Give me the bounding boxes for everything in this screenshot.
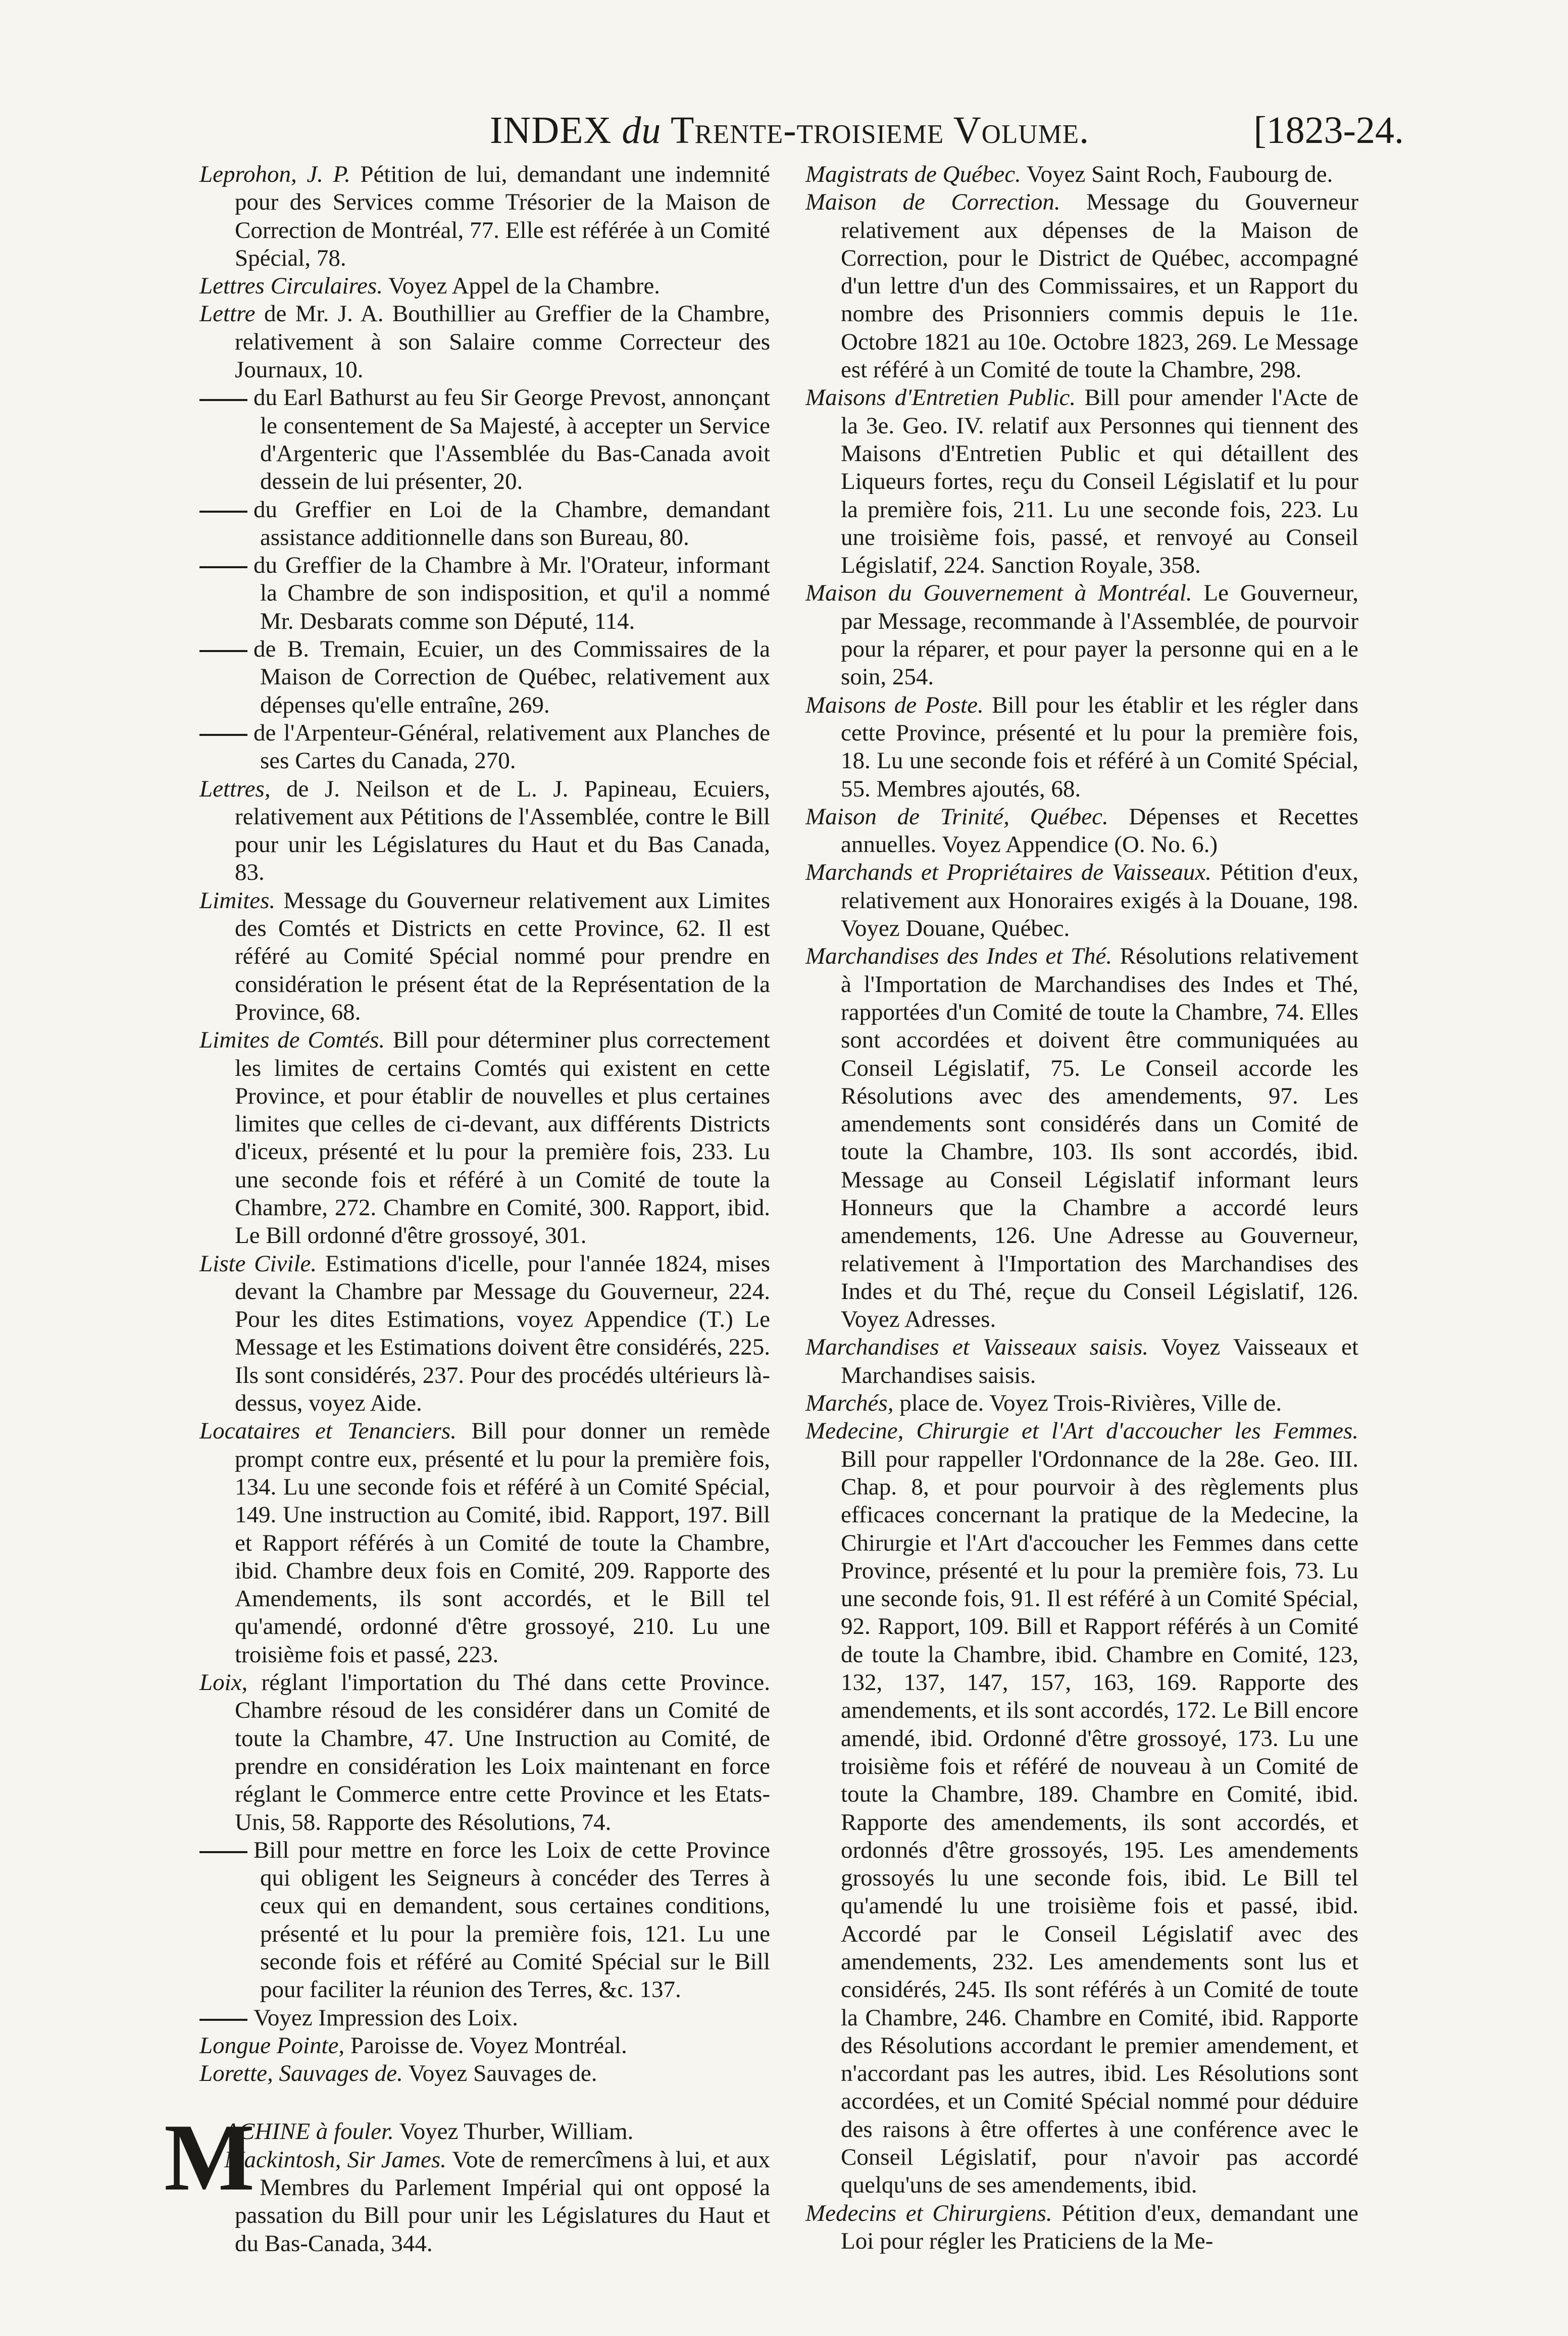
index-entry <box>199 496 770 552</box>
index-entry <box>199 2032 770 2060</box>
entry-text: place de. Voyez Trois-Rivières, Ville de. <box>893 1390 1282 1417</box>
index-entry <box>199 1026 770 1250</box>
index-entry <box>199 635 770 719</box>
index-entry <box>805 859 1358 942</box>
running-header <box>187 109 1404 164</box>
entry-text: Message du Gouverneur relativement aux dépenses de la Maison de Correction, pour le District de Québec, accompagné d'un lettre d'un des Commissaires, et un Rapport du nombre des Prisonniers commis depuis le 11e. Octobre 1821 au 10e. Octobre 1823, 269. Le Message est référé à un Comité de toute la Chambre, 298. <box>841 189 1358 383</box>
entry-keyword: Marchés, <box>805 1390 894 1417</box>
drop-cap: M <box>164 2105 255 2211</box>
entry-text: Bill pour rappeller l'Ordonnance de la 28e. Geo. III. Chap. 8, et pour pourvoir à des règlements plus efficaces concernant la pratique de la Medecine, la Chirurgie et l'Art d'accoucher les Femmes dans cette Province, présenté et lu pour la première fois, 73. Lu une seconde fois, 91. Il est référé à un Comité Spécial, 92. Rapport, 109. Bill et Rapport référés à un Comité de toute la Chambre, ibid. Chambre en Comité, 123, 132, 137, 147, 157, 163, 169. Rapporte des amendements, et ils sont accordés, 172. Le Bill encore amendé, ibid. Ordonné d'être grossoyé, 173. Lu une troisième fois et référé de nouveau à un Comité de toute la Chambre, 189. Chambre en Comité, ibid. Rapporte des amendements, ils sont accordés, et ordonnés d'être grossoyés, 195. Les amendements grossoyés lu une seconde fois, ibid. Le Bill tel qu'amendé lu une troisième fois et passé, ibid. Accordé par le Conseil Législatif avec des amendements, 232. Les amendements sont lus et considérés, 245. Ils sont référés à un Comité de toute la Chambre, 246. Chambre en Comité, ibid. Rapporte des Résolutions accordant le premier amendement, et n'accordant pas les autres, ibid. Les Résolutions sont accordées, et un Comité Spécial nommé pour déduire des raisons à être offertes à une conférence avec le Conseil Législatif, pour n'avoir pas accordé quelqu'uns de ses amendements, ibid. <box>841 1446 1358 2199</box>
index-entry <box>199 300 770 384</box>
entry-text: Pétition de lui, demandant une indemnité pour des Services comme Trésorier de la Maison de Correction de Montréal, 77. Elle est référée à un Comité Spécial, 78. <box>235 161 770 271</box>
index-entry <box>199 719 770 775</box>
entry-text: Voyez Saint Roch, Faubourg de. <box>1021 161 1333 187</box>
entry-text: Voyez Appel de la Chambre. <box>382 273 661 300</box>
page-year: [1823-24. <box>1253 109 1404 152</box>
entry-text: Le Gouverneur, par Message, recommande à l'Assemblée, de pourvoir pour la réparer, et pour payer la personne qui en a le soin, 254. <box>841 580 1358 690</box>
entry-text: de B. Tremain, Ecuier, un des Commissaires de la Maison de Correction de Québec, relativement aux dépenses qu'elle entraîne, 269. <box>254 636 770 718</box>
ditto-dash <box>199 566 247 568</box>
index-entry <box>805 1417 1358 2199</box>
index-entry <box>199 1836 770 2004</box>
index-entry <box>199 887 770 1026</box>
entry-text: du Greffier de la Chambre à Mr. l'Orateur, informant la Chambre de son indisposition, et qu'il a nommé Mr. Desbarats comme son Député, 114. <box>254 552 770 634</box>
entry-keyword: Medecine, Chirurgie et l'Art d'accoucher les Femmes. <box>805 1418 1358 1445</box>
entry-keyword: Marchandises et Vaisseaux saisis. <box>805 1334 1149 1361</box>
ditto-dash <box>199 2019 247 2021</box>
title-du: du <box>622 109 662 152</box>
index-entry <box>199 1669 770 1836</box>
ditto-dash <box>199 734 247 736</box>
entry-text: Bill pour déterminer plus correctement les limites de certains Comtés qui existent en cette Province, et pour établir de nouvelles et plus certaines limites que celles de ci-devant, aux différents Districts d'iceux, présenté et lu pour la première fois, 233. Lu une seconde fois et référé à un Comité de toute la Chambre, 272. Chambre en Comité, 300. Rapport, ibid. Le Bill ordonné d'être grossoyé, 301. <box>235 1027 770 1249</box>
entry-text: Voyez Thurber, William. <box>393 2118 634 2145</box>
entry-keyword: ACHINE à fouler. <box>224 2118 394 2145</box>
entry-keyword: Medecins et Chirurgiens. <box>805 2200 1052 2226</box>
entry-text: réglant l'importation du Thé dans cette Province. Chambre résoud de les considérer dans un Comité de toute la Chambre, 47. Une Instruction au Comité, de prendre en considération les Loix maintenant en force réglant le Commerce entre cette Province et les Etats-Unis, 58. Rapporte des Résolutions, 74. <box>235 1669 770 1835</box>
entry-text: Paroisse de. Voyez Montréal. <box>344 2032 627 2059</box>
entry-text: Voyez Vaisseaux et Marchandises saisis. <box>841 1334 1359 1388</box>
entry-text: Bill pour donner un remède prompt contre eux, présenté et lu pour la première fois, 134. Lu une seconde fois et référé à un Comité Spécial, 149. Une instruction au Comité, ibid. Rapport, 197. Bill et Rapport référés à un Comité de toute la Chambre, ibid. Chambre deux fois en Comité, 209. Rapporte des Amendements, ils sont accordés, et le Bill tel qu'amendé, ordonné d'être grossoyé, 210. Lu une troisième fois et passé, 223. <box>235 1418 771 1668</box>
index-entry <box>805 188 1358 384</box>
ditto-dash <box>199 399 247 401</box>
index-entry <box>805 1389 1358 1417</box>
entry-keyword: Limites. <box>199 887 276 914</box>
entry-text: Voyez Sauvages de. <box>402 2060 597 2087</box>
entry-keyword: Magistrats de Québec. <box>805 161 1021 187</box>
entry-text: Vote de remercîmens à lui, et aux Membres du Parlement Impérial qui ont opposé la passation du Bill pour unir les Législatures du Haut et du Bas-Canada, 344. <box>235 2146 770 2257</box>
index-entry <box>805 1333 1358 1389</box>
entry-text: Bill pour les établir et les régler dans cette Province, présenté et lu pour la première fois, 18. Lu une seconde fois et référé à un Comité Spécial, 55. Membres ajoutés, 68. <box>841 691 1358 802</box>
index-entry <box>199 1417 770 1669</box>
ditto-dash <box>199 511 247 513</box>
entry-text: Bill pour mettre en force les Loix de cette Province qui obligent les Seigneurs à concéder des Terres à ceux qui en demandent, sous certaines conditions, présenté et lu pour la première fois, 121. Lu une seconde fois et référé au Comité Spécial sur le Bill pour faciliter la réunion des Terres, &c. 137. <box>254 1836 770 2003</box>
entry-text: Voyez Impression des Loix. <box>254 2004 518 2031</box>
entry-keyword: Maisons de Poste. <box>805 691 984 718</box>
entry-keyword: Marchandises des Indes et Thé. <box>805 943 1112 970</box>
index-entry <box>805 803 1358 859</box>
page-title <box>490 109 1089 153</box>
entry-keyword: Leprohon, J. P. <box>199 161 350 187</box>
entry-text: Estimations d'icelle, pour l'année 1824, mises devant la Chambre par Message du Gouverneur, 224. Pour les dites Estimations, voyez Appendice (T.) Le Message et les Estimations doivent être considérés, 225. Ils sont considérés, 237. Pour des procédés ultérieurs là-dessus, voyez Aide. <box>235 1250 770 1417</box>
ditto-dash <box>199 650 247 652</box>
entry-text: Résolutions relativement à l'Importation de Marchandises des Indes et Thé, rapportées d'un Comité de toute la Chambre, 74. Elles sont accordées et doivent être communiquées au Conseil Législatif, 75. Le Conseil accorde les Résolutions avec des amendements, 97. Les amendements sont considérés dans un Comité de toute la Chambre, 103. Ils sont accordés, ibid. Message au Conseil Législatif informant leurs Honneurs que la Chambre a accordé leurs amendements, 126. Une Adresse au Gouverneur, relativement à l'Importation des Marchandises des Indes et du Thé, reçue du Conseil Législatif, 126. Voyez Adresses. <box>841 943 1358 1333</box>
entry-keyword: Marchands et Propriétaires de Vaisseaux. <box>805 859 1211 886</box>
index-entry <box>805 942 1358 1333</box>
index-entry <box>199 2146 770 2258</box>
index-entry <box>199 161 770 272</box>
index-entry <box>199 2060 770 2088</box>
left-column <box>164 161 771 2258</box>
entry-text: du Earl Bathurst au feu Sir George Prevost, annonçant le consentement de Sa Majesté, à accepter un Service d'Argenteric que l'Assemblée du Bas-Canada avoit dessein de lui présenter, 20. <box>254 384 770 495</box>
entry-text: du Greffier en Loi de la Chambre, demandant assistance additionnelle dans son Bureau, 80. <box>254 496 770 551</box>
entry-keyword: Lettres Circulaires. <box>199 273 383 300</box>
entry-keyword: Maison de Trinité, Québec. <box>805 803 1108 830</box>
entry-keyword: Mackintosh, Sir James. <box>224 2146 446 2173</box>
index-entry <box>199 775 770 887</box>
entry-text: Bill pour amender l'Acte de la 3e. Geo. IV. relatif aux Personnes qui tiennent des Maisons d'Entretien Public et qui détaillent des Liqueurs fortes, reçu du Conseil Législatif et lu pour la première fois, 211. Lu une seconde fois, 223. Lu une troisième fois, passé, et renvoyé au Conseil Législatif, 224. Sanction Royale, 358. <box>841 384 1358 579</box>
entry-keyword: Limites de Comtés. <box>199 1027 385 1054</box>
index-entry <box>199 384 770 495</box>
ditto-dash <box>199 1851 247 1853</box>
index-entry <box>805 579 1358 691</box>
entry-keyword: Locataires et Tenanciers. <box>199 1418 457 1445</box>
index-entry <box>199 1250 770 1418</box>
index-entry <box>805 161 1358 188</box>
right-column <box>805 161 1358 2255</box>
entry-keyword: Maison du Gouvernement à Montréal. <box>805 580 1192 607</box>
entry-keyword: Lorette, Sauvages de. <box>199 2060 403 2087</box>
entry-text: Pétition d'eux, relativement aux Honoraires exigés à la Douane, 198. Voyez Douane, Québec. <box>841 859 1358 942</box>
entry-text: de l'Arpenteur-Général, relativement aux Planches de ses Cartes du Canada, 270. <box>254 719 770 774</box>
index-entry <box>199 552 770 635</box>
index-entry <box>199 2004 770 2032</box>
index-entry <box>805 2200 1358 2256</box>
index-entry <box>805 384 1358 579</box>
entry-text: de Mr. J. A. Bouthillier au Greffier de la Chambre, relativement à son Salaire comme Correcteur des Journaux, 10. <box>235 301 770 383</box>
entry-keyword: Maisons d'Entretien Public. <box>805 384 1076 411</box>
entry-keyword: Loix, <box>199 1669 248 1696</box>
title-volume: Trente-troisieme Volume. <box>661 109 1090 152</box>
entry-text: Message du Gouverneur relativement aux Limites des Comtés et Districts en cette Province, 62. Il est référé au Comité Spécial nommé pour prendre en considération le présent état de la Représentation de la Province, 68. <box>235 887 770 1025</box>
title-index: INDEX <box>490 109 622 152</box>
entry-keyword: Longue Pointe, <box>199 2032 345 2059</box>
entry-text: Dépenses et Recettes annuelles. Voyez Appendice (O. No. 6.) <box>841 803 1358 858</box>
entry-text: de J. Neilson et de L. J. Papineau, Ecuiers, relativement aux Pétitions de l'Assemblée, contre le Bill pour unir les Législatures du Haut et du Bas Canada, 83. <box>235 775 770 886</box>
entry-keyword: Maison de Correction. <box>805 189 1060 216</box>
entry-keyword: Liste Civile. <box>199 1250 317 1277</box>
index-entry <box>199 272 770 300</box>
entry-keyword: Lettres, <box>199 775 271 802</box>
index-entry <box>805 691 1358 803</box>
entry-keyword: Lettre <box>199 301 256 327</box>
entry-text: Pétition d'eux, demandant une Loi pour régler les Praticiens de la Me- <box>841 2200 1358 2254</box>
